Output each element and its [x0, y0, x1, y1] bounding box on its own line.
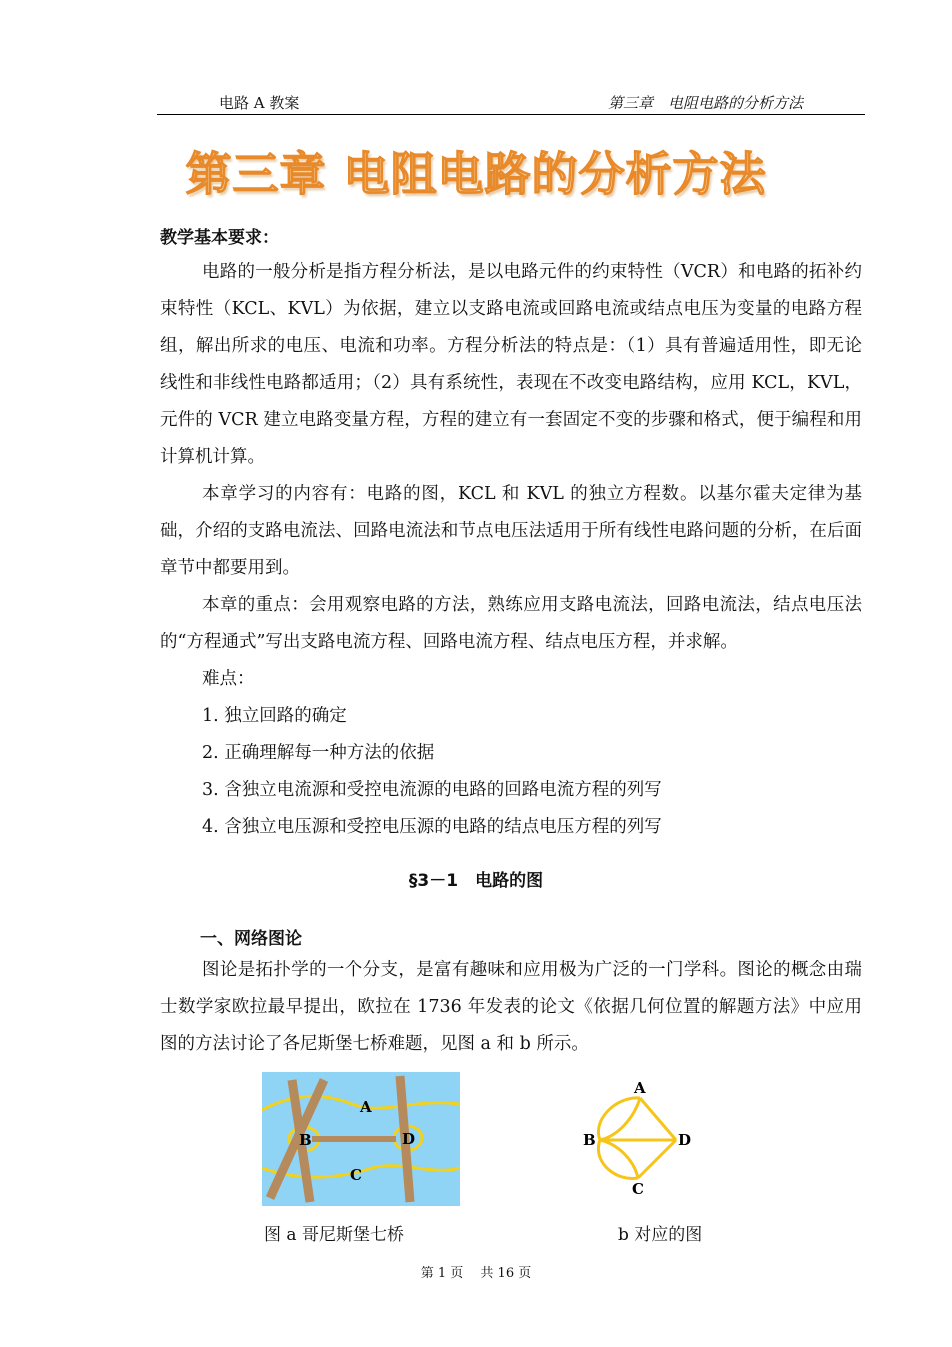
chapter-title: 第三章 电阻电路的分析方法 — [185, 147, 767, 201]
edge-ad — [640, 1098, 676, 1140]
fig-b-label-a: A — [634, 1079, 646, 1097]
header-right-text: 第三章 电阻电路的分析方法 — [607, 94, 803, 112]
edge-ab-1 — [598, 1098, 640, 1140]
konigsberg-bridges-figure — [262, 1072, 460, 1206]
requirements-label: 教学基本要求： — [160, 228, 279, 248]
difficulty-item-2: 2. 正确理解每一种方法的依据 — [202, 743, 435, 763]
header-left-text: 电路 A 教案 — [219, 94, 300, 112]
figure-b-caption: b 对应的图 — [618, 1225, 703, 1245]
requirements-para-2: 本章学习的内容有：电路的图，KCL 和 KVL 的独立方程数。以基尔霍夫定律为基础，介绍的支路电流法、回路电流法和节点电压法适用于所有线性电路问题的分析，在后面章节中都要用到。 — [160, 484, 862, 578]
section-title: §3－1 电路的图 — [408, 871, 544, 891]
sub-heading: 一、网络图论 — [200, 929, 302, 949]
fig-a-label-a: A — [360, 1098, 372, 1116]
edge-bc-1 — [598, 1140, 638, 1179]
fig-a-label-d: D — [402, 1130, 416, 1148]
graph-theory-block — [160, 952, 862, 1063]
fig-b-label-d: D — [678, 1131, 692, 1149]
edge-cd — [638, 1140, 676, 1178]
requirements-para-1: 电路的一般分析是指方程分析法，是以电路元件的约束特性（VCR）和电路的拓补约束特性（KCL、KVL）为依据，建立以支路电流或回路电流或结点电压为变量的电路方程组，解出所求的电压、电流和功率。方程分析法的特点是：（1）具有普遍适用性，即无论线性和非线性电路都适用；（2）具有系统性，表现在不改变电路结构，应用 KCL，KVL，元件的 VCR 建立电路变量方程，方程的建立有一套固定不变的步骤和格式，便于编程和用计算机计算。 — [160, 262, 862, 467]
difficulty-item-4: 4. 含独立电压源和受控电压源的电路的结点电压方程的列写 — [202, 817, 662, 837]
fig-a-label-b: B — [299, 1131, 312, 1149]
difficulty-item-3: 3. 含独立电流源和受控电流源的电路的回路电流方程的列写 — [202, 780, 662, 800]
figure-a-caption: 图 a 哥尼斯堡七桥 — [264, 1225, 404, 1245]
edge-ab-2 — [600, 1098, 640, 1140]
page-footer: 第 1 页 共 16 页 — [420, 1266, 532, 1281]
graph-figure — [578, 1078, 696, 1196]
fig-b-label-b: B — [583, 1131, 596, 1149]
requirements-para-3: 本章的重点：会用观察电路的方法，熟练应用支路电流法，回路电流法，结点电压法的“方程通式”写出支路电流方程、回路电流方程、结点电压方程，并求解。 — [160, 595, 862, 652]
fig-a-label-c: C — [350, 1166, 362, 1184]
difficulty-label: 难点： — [202, 669, 255, 689]
fig-b-label-c: C — [632, 1180, 644, 1196]
page-header — [157, 88, 865, 115]
requirements-block — [160, 222, 862, 846]
edge-bc-2 — [600, 1140, 638, 1178]
graph-theory-para: 图论是拓扑学的一个分支，是富有趣味和应用极为广泛的一门学科。图论的概念由瑞士数学家欧拉最早提出，欧拉在 1736 年发表的论文《依据几何位置的解题方法》中应用图的方法讨论了各尼斯堡七桥难题，见图 a 和 b 所示。 — [160, 960, 862, 1054]
difficulty-item-1: 1. 独立回路的确定 — [202, 706, 347, 726]
